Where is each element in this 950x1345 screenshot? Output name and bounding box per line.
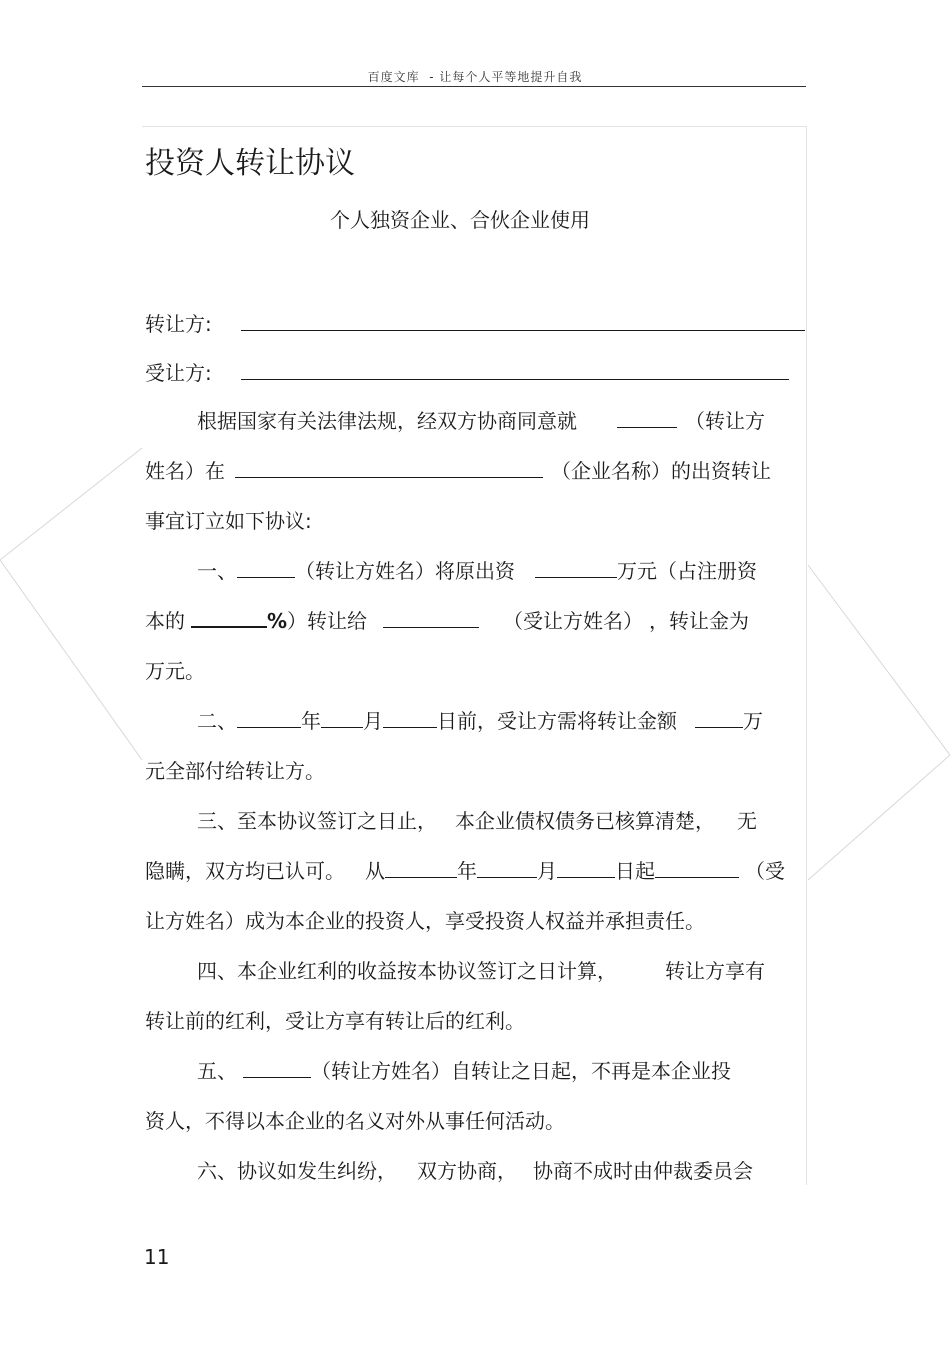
clause2-year-blank[interactable] [237,713,301,728]
clause3-transferee-blank[interactable] [655,863,739,878]
clause-4-line-1: 四、本企业红利的收益按本协议签订之日计算， 转让方享有 [197,959,765,983]
intro-line-2: 姓名）在 （企业名称）的出资转让 [145,459,771,483]
agreement-body [145,396,810,1196]
clause2-amount-blank[interactable] [695,713,743,728]
clause2-month-blank[interactable] [321,713,363,728]
transferee-field[interactable] [241,365,789,380]
clause1-transferor-blank[interactable] [237,563,295,578]
clause-5-line-2: 资人，不得以本企业的名义对外从事任何活动。 [145,1109,565,1133]
transferor-label: 转让方: [145,312,212,336]
clause-5-line-1: 五、 （转让方姓名）自转让之日起，不再是本企业投 [197,1059,731,1083]
page-number: 11 [144,1245,170,1269]
clause1-capital-blank[interactable] [535,563,617,578]
clause-3-line-2: 隐瞒，双方均已认可。 从 年 月 日起 （受 [145,859,785,883]
clause-2-line-1: 二、 年 月 日前，受让方需将转让金额 万 [197,709,763,733]
clause-1-line-2: 本的 %）转让给 （受让方姓名） ，转让金为 [145,609,750,633]
header-rule [142,86,806,87]
clause-6-line-1: 六、协议如发生纠纷， 双方协商， 协商不成时由仲裁委员会 [197,1159,753,1183]
clause-4-line-2: 转让前的红利，受让方享有转让后的红利。 [145,1009,525,1033]
clause2-day-blank[interactable] [383,713,437,728]
clause3-month-blank[interactable] [477,863,537,878]
clause3-day-blank[interactable] [557,863,615,878]
transferor-row [145,308,805,337]
document-title: 投资人转让协议 [145,146,355,181]
clause3-year-blank[interactable] [385,863,457,878]
clause-1-line-3: 万元。 [145,659,205,683]
header-text: 百度文库 - 让每个人平等地提升自我 [367,70,583,84]
clause5-transferor-blank[interactable] [243,1063,311,1078]
clause1-percent-blank[interactable] [191,612,267,628]
clause-2-line-2: 元全部付给转让方。 [145,759,325,783]
transferor-name-blank[interactable] [617,413,677,428]
transferor-field[interactable] [241,316,805,331]
enterprise-name-blank[interactable] [235,463,543,478]
clause-3-line-3: 让方姓名）成为本企业的投资人，享受投资人权益并承担责任。 [145,909,705,933]
clause-1-line-1: 一、 （转让方姓名）将原出资 万元（占注册资 [197,559,757,583]
intro-line-3: 事宜订立如下协议: [145,509,312,533]
intro-line-1: 根据国家有关法律法规，经双方协商同意就 （转让方 [197,409,765,433]
clause-3-line-1: 三、至本协议签订之日止， 本企业债权债务已核算清楚， 无 [197,809,757,833]
document-subtitle: 个人独资企业、合伙企业使用 [330,208,590,232]
transferee-row [145,357,789,386]
transferee-label: 受让方: [145,361,212,385]
clause1-transferee-blank[interactable] [383,613,479,628]
